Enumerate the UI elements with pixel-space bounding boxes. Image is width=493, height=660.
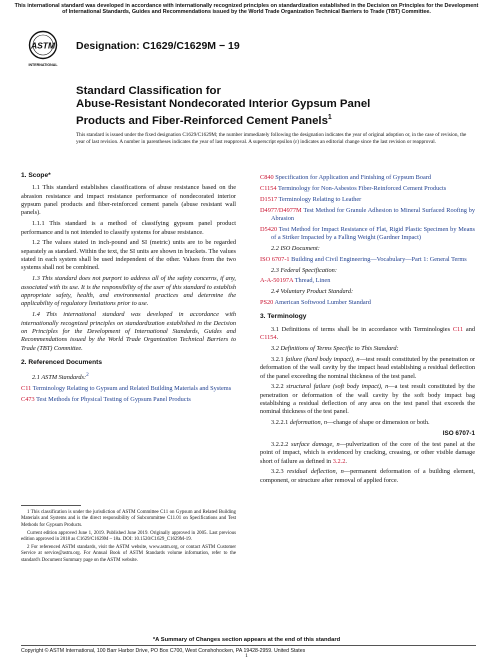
link-3-2-2[interactable]: 3.2.2 [332, 457, 346, 465]
footnote-1-edition: Current edition approved June 1, 2019. Published June 2019. Originally approved in 2005. Last previous edition approved in 2018 as C1629/C1629M – 18a. DOI: 10.1520/C1629_C1629M-19. [21, 530, 236, 543]
reference-c473[interactable]: C473 Test Methods for Physical Testing of Gypsum Panel Products [21, 396, 191, 403]
paragraph-1-2: 1.2 The values stated in inch-pound and SI (metric) units are to be regarded separately as standard. Within the text, the SI units are shown in brackets. The values stated in each system shall be used independent of the other. Values from the two systems shall not be combined. [21, 239, 236, 272]
right-column [260, 174, 475, 488]
astm-standards-heading: 2.1 ASTM Standards:$^2$ [32, 372, 89, 382]
title-line-3: Products and Fiber-Reinforced Cement Panels$^1$ [76, 114, 332, 127]
title-line-2: Abuse-Resistant Nondecorated Interior Gypsum Panel [76, 98, 371, 110]
standard-note: This standard is issued under the fixed designation C1629/C1629M; the number immediately following the designation indicates the year of original adoption or, in the case of revision, the year of last revision. A number in parentheses indicates the year of last reapproval. A superscript epsilon (ε) indicates an editorial change since the last revision or reapproval. [76, 132, 467, 146]
copyright-line: Copyright © ASTM International, 100 Barr Harbor Drive, PO Box C700, West Conshohocken, PA 19428-2959. United States [21, 645, 476, 654]
paragraph-3-2-2: 3.2.2 structural failure (soft body impact), n—a test result constituted by the penetration or deformation of the wall cavity by the soft body impact bag establishing a residual deflection of any area on the test panel that exceeds the nominal thickness of the test panel. [260, 383, 475, 416]
title-footnote-marker: 1 [327, 114, 332, 121]
paragraph-1-1-1: 1.1.1 This standard is a method of classifying gypsum panel product performance and is not intended to classify systems for abuse resistance. [21, 220, 236, 236]
paragraph-1-3: 1.3 This standard does not purport to address all of the safety concerns, if any, associated with its use. It is the responsibility of the user of this standard to establish appropriate safety, health, and environmental practices and determine the applicability of regulatory limitations prior to use. [21, 275, 236, 308]
footnotes [21, 510, 236, 566]
link-c1154[interactable]: C1154 [260, 334, 277, 342]
federal-specification-heading: 2.3 Federal Specification: [271, 266, 337, 274]
paragraph-3-2-2-2: 3.2.2.2 surface damage, n—pulverization of the core of the test panel at the point of impact, which is evidenced by cracking, creasing, or other visible damage short of failure as defined in 3.2.2. [260, 440, 476, 465]
terminology-heading: 3. Terminology [260, 313, 307, 321]
left-column [21, 172, 236, 407]
iso-document-heading: 2.2 ISO Document: [271, 244, 320, 252]
paragraph-3-1: 3.1 Definitions of terms shall be in accordance with Terminologies C11 and C1154. [260, 325, 475, 342]
designation: Designation: C1629/C1629M − 19 [76, 40, 240, 52]
reference-iso-6707-1[interactable]: ISO 6707-1 Building and Civil Engineering—Vocabulary—Part 1: General Terms [260, 255, 467, 263]
reference-a-a-50197a[interactable]: A-A-50197A Thread, Linen [260, 277, 331, 285]
referenced-documents-heading: 2. Referenced Documents [21, 358, 102, 366]
reference-d1517[interactable]: D1517 Terminology Relating to Leather [260, 195, 362, 203]
paragraph-3-2-1: 3.2.1 failure (hard body impact), n—test result constituted by the penetration or deformation of the wall cavity by the impact head establishing a residual deflection of the panel exceeding the nominal thickness of the test panel. [260, 355, 476, 380]
summary-of-changes-note: *A Summary of Changes section appears at the end of this standard [152, 637, 341, 643]
scope-heading: 1. Scope* [21, 172, 51, 179]
footnote-1: 1 This classification is under the jurisdiction of ASTM Committee C11 on Gypsum and Related Building Materials and Systems and is the direct responsibility of Subcommittee C11.01 on Specifications and Test Methods for Gypsum Products. [21, 510, 236, 528]
paragraph-1-1: 1.1 This standard establishes classifications of abuse resistance based on the abrasion resistance and impact resistance performance of nondecorated interior gypsum panel products and fiber-reinforced cement panels (abuse resistant wall panels). [21, 184, 236, 217]
paragraph-3-2: 3.2 Definitions of Terms Specific to This Standard: [271, 345, 399, 352]
reference-ps20[interactable]: PS20 American Softwood Lumber Standard [260, 299, 371, 307]
paragraph-3-2-2-1: 3.2.2.1 deformation, n—change of shape or dimension or both. [271, 419, 430, 427]
wto-notice: This international standard was developed in accordance with internationally recognized principles on standardization established in the Decision on Principles for the Development of International Standards, Guides and Recommendations issued by the World Trade Organization Technical Barriers to Trade (TBT) Committee. [14, 3, 479, 16]
svg-text:ASTM: ASTM [30, 40, 56, 51]
reference-d5420[interactable]: D5420 Test Method for Impact Resistance of Flat, Rigid Plastic Specimen by Means of a Striker Impacted by a Falling Weight (Gardner Impact) [260, 225, 475, 242]
reference-d4977[interactable]: D4977/D4977M Test Method for Granule Adhesion to Mineral Surfaced Roofing by Abrasion [260, 206, 475, 222]
paragraph-3-2-3: 3.2.3 residual deflection, n—permanent deformation of a building element, component, or structure after removal of applied force. [260, 468, 475, 484]
link-c11[interactable]: C11 [452, 325, 464, 333]
footnote-2: 2 For referenced ASTM standards, visit the ASTM website, www.astm.org, or contact ASTM Customer Service at service@astm.org. For Annual Book of ASTM Standards volume information, refer to the standard's Document Summary page on the ASTM website. [21, 545, 236, 563]
logo-text: INTERNATIONAL [28, 63, 58, 67]
astm-logo-icon [28, 30, 58, 72]
reference-c11[interactable]: C11 Terminology Relating to Gypsum and Related Building Materials and Systems [21, 385, 232, 393]
paragraph-1-4: 1.4 This international standard was developed in accordance with internationally recognized principles on standardization established in the Decision on Principles for the Development of International Standards, Guides and Recommendations issued by the World Trade Organization Technical Barriers to Trade (TBT) Committee. [21, 311, 236, 352]
page-number: 1 [245, 653, 248, 659]
footnote-divider [21, 505, 81, 506]
reference-c1154[interactable]: C1154 Terminology for Non-Asbestos Fiber-Reinforced Cement Products [260, 184, 447, 192]
reference-c840[interactable]: C840 Specification for Application and Finishing of Gypsum Board [260, 174, 432, 181]
title-line-1: Standard Classification for [76, 85, 221, 97]
iso-source-tag: ISO 6707-1 [442, 430, 475, 438]
standard-title [76, 85, 466, 128]
voluntary-product-standard-heading: 2.4 Voluntary Product Standard: [271, 288, 354, 296]
